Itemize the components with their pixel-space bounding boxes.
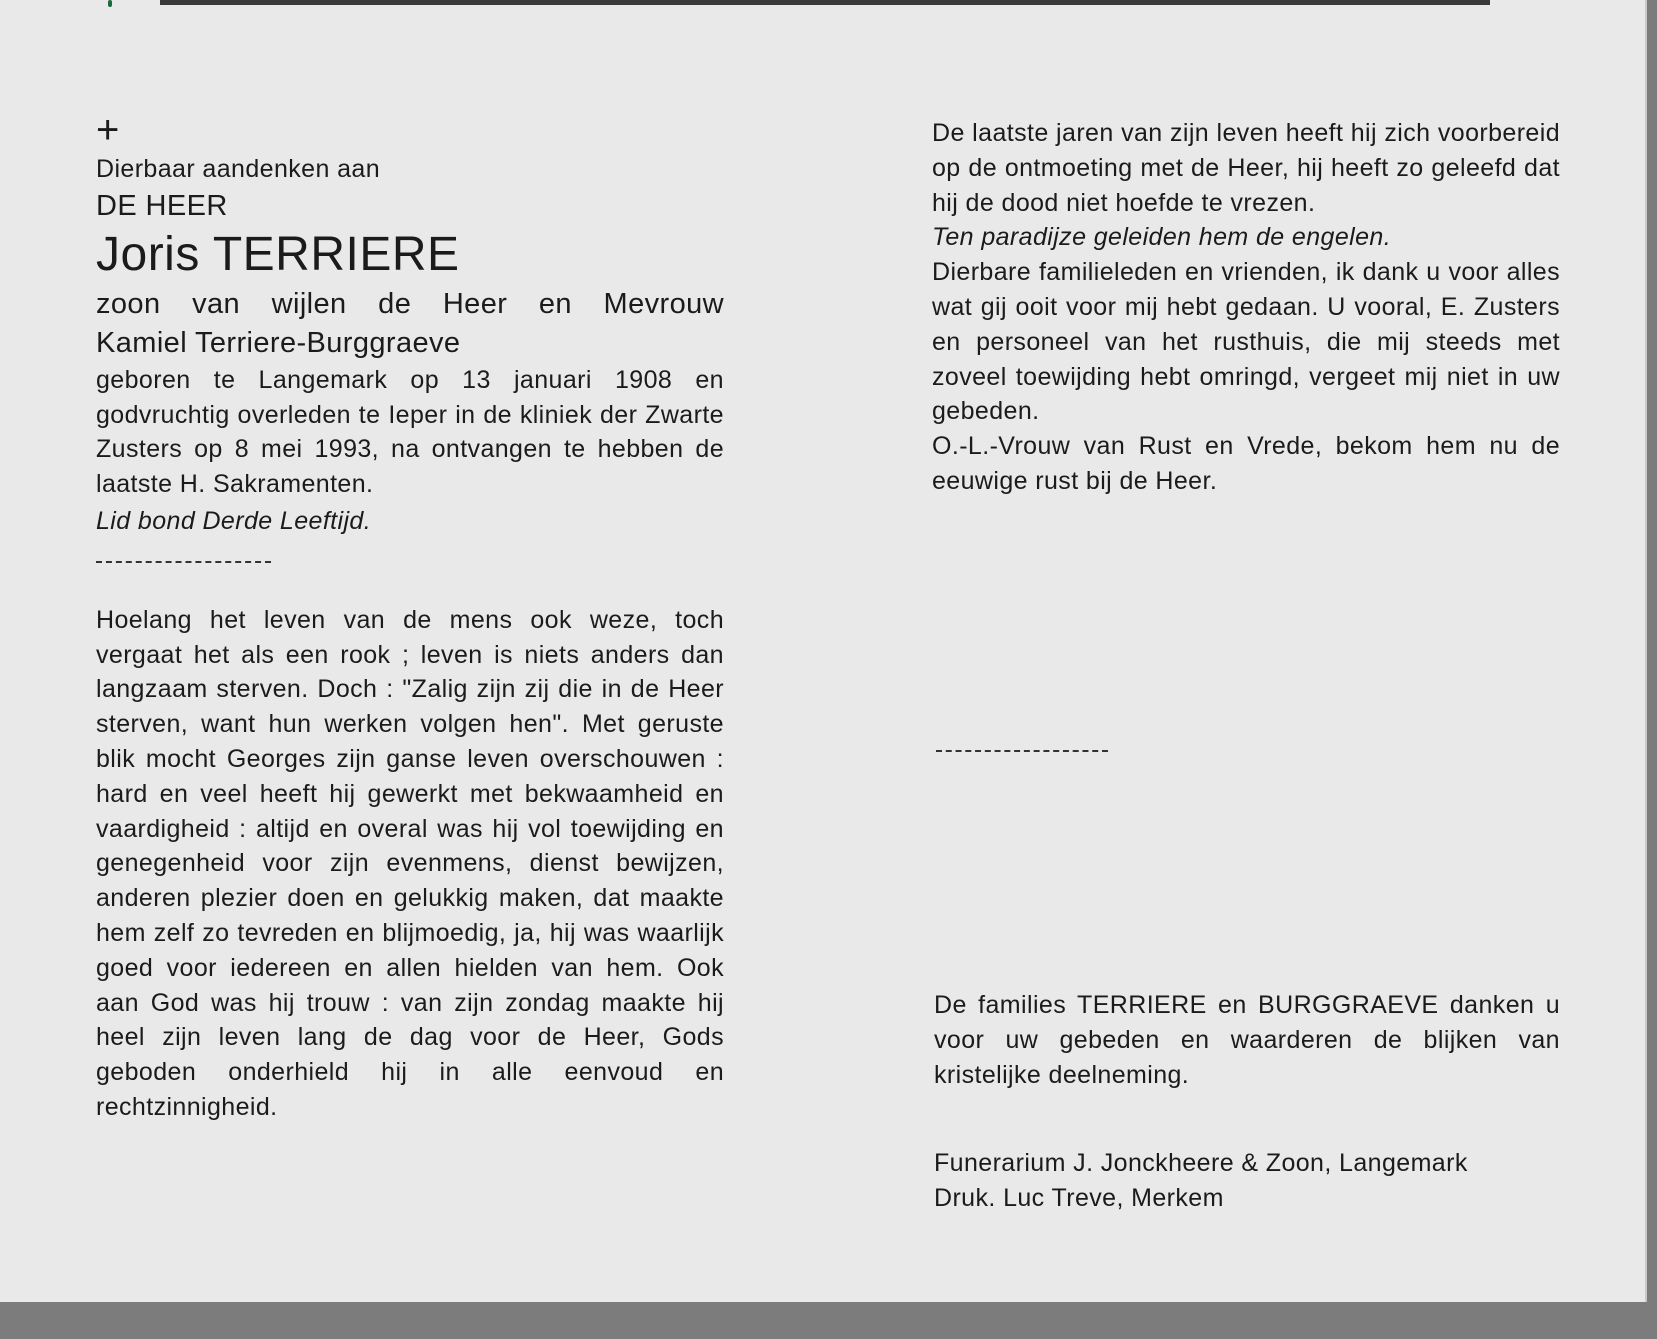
parents-line-1: zoon van wijlen de Heer en Mevrouw [96, 287, 724, 320]
birth-death-text: geboren te Langemark op 13 januari 1908 en godvruchtig overleden te Ieper in de kliniek der Zwarte Zusters op 8 mei 1993, na ontvangen te hebben de laatste H. Sakramenten. [96, 365, 724, 499]
right-text-3: O.-L.-Vrouw van Rust en Vrede, bekom hem nu de eeuwige rust bij de Heer. [932, 432, 1560, 495]
green-mark [108, 0, 112, 7]
parents-line-2: Kamiel Terriere-Burggraeve [96, 326, 461, 359]
left-divider [96, 549, 271, 563]
left-body-text: Hoelang het leven van de mens ook weze, toch vergaat het als een rook ; leven is niets anders dan langzaam sterven. Doch : "Zalig zijn zij die in de Heer sterven, want hun werken volgen hen". Met geruste blik mocht Georges zijn ganse leven overschouwen : hard en veel heeft hij gewerkt met bekwaamheid en vaardigheid : altijd en overal was hij vol toewijding en genegenheid voor zijn evenmens, dienst bewijzen, anderen plezier doen en gelukkig maken, dat maakte hem zelf zo tevreden en blijmoedig, ja, hij was waarlijk goed voor iedereen en allen hielden van hem. Ook aan God was hij trouw : van zijn zondag maakte hij heel zijn leven lang de dag voor de Heer, Gods geboden onderhield hij in alle eenvoud en rechtzinnigheid. [96, 605, 724, 1121]
right-text-2: Dierbare familieleden en vrienden, ik dank u voor alles wat gij ooit voor mij hebt gedaan. U vooral, E. Zusters en personeel van het rusthuis, die mij steeds met zoveel toewijding hebt omringd, vergeet mij niet in uw gebeden. [932, 258, 1560, 426]
families-text: De families TERRIERE en BURGGRAEVE danken u voor uw gebeden en waarderen de blijken van kristelijke deelneming. [934, 991, 1560, 1089]
funeral-home-text: Funerarium J. Jonckheere & Zoon, Langemark [934, 1149, 1468, 1177]
right-divider [936, 748, 1108, 752]
credits-block [934, 1146, 1564, 1216]
right-column [932, 116, 1560, 499]
deceased-name: Joris TERRIERE [96, 227, 460, 281]
families-block [934, 988, 1560, 1093]
left-column [96, 110, 724, 1125]
title-text: DE HEER [96, 189, 228, 222]
intro-text: Dierbaar aandenken aan [96, 155, 381, 183]
card-fold-edge [160, 0, 1490, 5]
membership-text: Lid bond Derde Leeftijd. [96, 506, 372, 535]
printer-text: Druk. Luc Treve, Merkem [934, 1184, 1224, 1212]
cross-icon: + [96, 108, 120, 152]
right-text-1: De laatste jaren van zijn leven heeft hij zich voorbereid op de ontmoeting met de Heer, hij heeft zo geleefd dat hij de dood niet hoefde te vrezen. [932, 119, 1560, 217]
right-italic-text: Ten paradijze geleiden hem de engelen. [932, 223, 1392, 252]
